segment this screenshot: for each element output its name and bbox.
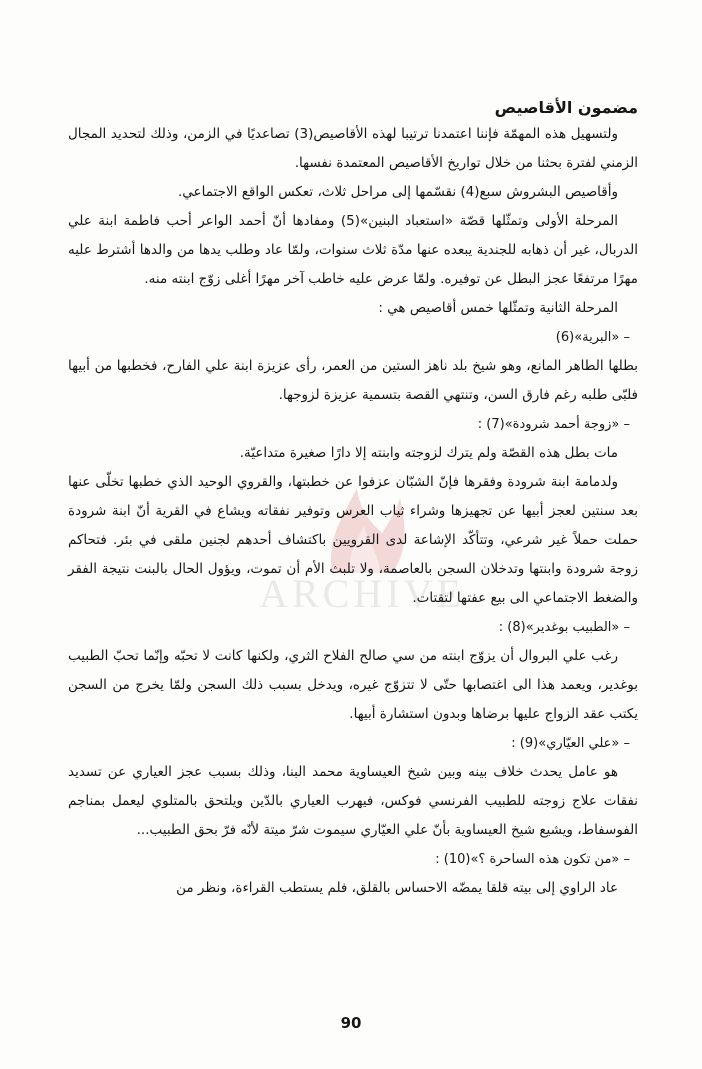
section-heading: مضمون الأقاصيص <box>494 98 638 117</box>
paragraph: ولتسهيل هذه المهمّة فإننا اعتمدنا ترتيبا لهذه الأقاصيص(3) تصاعديًا في الزمن، وذلك لتحديد المجال الزمني لفترة بحثنا من خلال تواريخ الأقاصيص المعتمدة نفسها. <box>68 126 638 171</box>
story-title: – «الطبيب بوغدير»(8) : <box>498 620 630 635</box>
paragraph: وأقاصيص البشروش سبع(4) نقسّمها إلى مراحل ثلاث، تعكس الواقع الاجتماعي. <box>178 184 618 200</box>
page-number: 90 <box>340 1014 362 1032</box>
story-summary: بطلها الطاهر المانع، وهو شيخ بلد ناهز الستين من العمر، رأى عزيزة ابنة علي الفارح، فخطبها من أبيها فلبّى طلبه رغم فارق السن، وتنتهي القصة بتسمية عزيزة لزوجها. <box>68 358 638 403</box>
story-summary: مات بطل هذه القصّة ولم يترك لزوجته وابنته إلا دارًا صغيرة متداعيّة. <box>239 445 618 461</box>
paragraph: المرحلة الثانية وتمثّلها خمس أقاصيص هي : <box>378 300 618 316</box>
paragraph: المرحلة الأولى وتمثّلها قصّة «استعباد البنين»(5) ومفادها أنّ أحمد الواعر أحب فاطمة ابنة علي الدربال، غير أن ذهابه للجندية يبعده عنها مدّة ثلاث سنوات، ولمّا عاد وطلب يدها من والدها أشترط عليه مهرًا مرتفعًا عجز البطل عن توفيره. ولمّا عرض عليه خاطب آخر مهرًا أغلى زوّج ابنته منه. <box>68 213 638 287</box>
story-title: – «علي العيّاري»(9) : <box>511 736 630 751</box>
text-column <box>68 96 638 903</box>
story-title: – «من تكون هذه الساحرة ؟»(10) : <box>435 852 630 867</box>
story-title: – «زوجة أحمد شرودة»(7) : <box>477 417 630 432</box>
story-summary: ولدمامة ابنة شرودة وفقرها فإنّ الشبّان عزفوا عن خطبتها، والقروي الوحيد الذي خطبها تخلّى عنها بعد سنتين لعجز أبيها عن تجهيزها وشراء ثياب العرس وتوفير نفقاته ويشاع في القرية أنّ ابنة شرودة حملت حملاً غير شرعي، وتتأكّد الإشاعة لدى القرويين باكتشاف أحدهم لجنين ملقى في بئر. فتحاكم زوجة شرودة وابنتها وتدخلان السجن بالعاصمة، ولا تلبث الأم أن تموت، ويؤول الحال بالبنت نتيجة الفقر والضغط الاجتماعي الى بيع عفتها لتقتات. <box>68 474 638 606</box>
story-summary: رغب علي البروال أن يزوّج ابنته من سي صالح الفلاح الثري، ولكنها كانت لا تحبّه وإنّما تحبّ الطبيب بوغدير، ويعمد هذا الى اغتصابها حتّى لا تتزوّج غيره، ويدخل بسبب ذلك السجن ولمّا يخرج من السجن يكتب عقد الزواج عليها برضاها وبدون استشارة أبيها. <box>68 648 638 722</box>
story-summary: هو عامل يحدث خلاف بينه وبين شيخ العيساوية محمد البنا، وذلك بسبب عجز العياري عن تسديد نفقات علاج زوجته للطبيب الفرنسي فوكس، فيهرب العياري بالدّين ويلتحق بالمتلوي ليعمل بمناجم الفوسفاط، ويشيع شيخ العيساوية بأنّ علي العيّاري سيموت شرّ ميتة لأنّه فرّ بحق الطبيب... <box>68 764 638 838</box>
watermark-text: ARCHIVE <box>259 571 465 616</box>
story-title: – «البرية»(6) <box>555 330 630 345</box>
story-summary: عاد الراوي إلى بيته قلقا يمضّه الاحساس بالقلق، فلم يستطب القراءة، ونظر من <box>176 880 618 896</box>
